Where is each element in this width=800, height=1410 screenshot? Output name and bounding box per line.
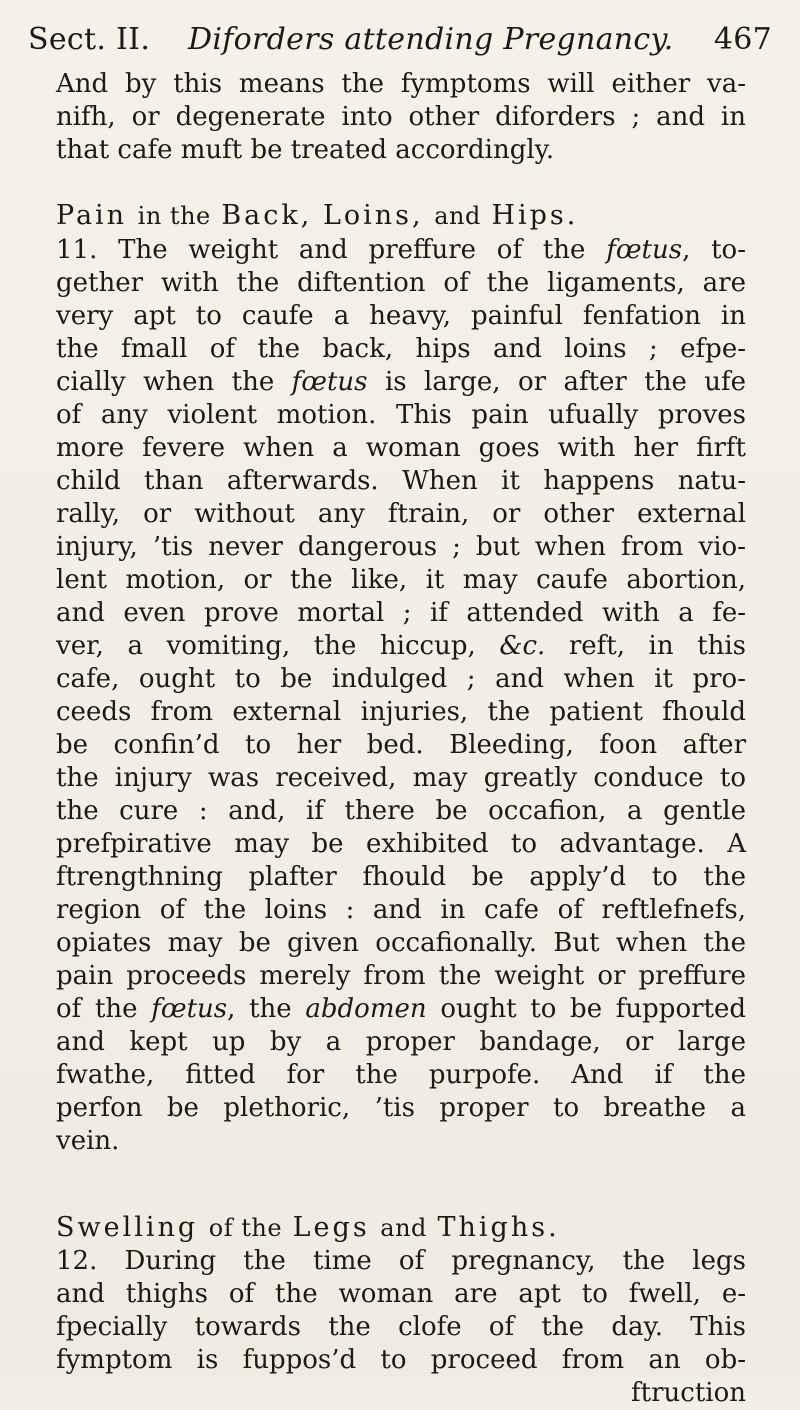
- text-line: fymptom is fuppos’d to proceed from an ob-: [56, 1345, 746, 1375]
- text-segment: , the: [227, 994, 306, 1024]
- text-line: [56, 597, 746, 630]
- text-segment: ceeds from external injuries, the patient fhould: [56, 697, 746, 727]
- text-segment: ftrengthning plafter fhould be apply’d to the: [56, 862, 746, 892]
- heading-word: Back,: [221, 200, 313, 231]
- text-line: 12. During the time of pregnancy, the legs: [56, 1246, 746, 1276]
- text-line: [56, 1092, 746, 1125]
- text-segment: gether with the diftention of the ligaments, are: [56, 268, 746, 298]
- text-line: [56, 861, 746, 894]
- text-line: [56, 729, 746, 762]
- text-segment: , to-: [682, 235, 746, 265]
- text-segment: more fevere when a woman goes with her firft: [56, 433, 746, 463]
- text-line: [56, 894, 746, 927]
- section-heading-swelling: [56, 1212, 560, 1243]
- heading-word: Loins,: [322, 200, 424, 231]
- text-segment: region of the loins : and in cafe of reftlefnefs,: [56, 895, 746, 925]
- text-segment: and kept up by a proper bandage, or large: [56, 1027, 746, 1057]
- heading-word: in the: [137, 202, 211, 230]
- text-segment: very apt to caufe a heavy, painful fenfation in: [56, 301, 746, 331]
- italic-term: abdomen: [305, 994, 427, 1024]
- text-line: And by this means the fymptoms will either va-: [56, 69, 746, 99]
- text-line: [56, 465, 746, 498]
- text-segment: the injury was received, may greatly conduce to: [56, 763, 746, 793]
- text-segment: pain proceeds merely from the weight or preffure: [56, 961, 746, 991]
- text-segment: opiates may be given occafionally. But when the: [56, 928, 746, 958]
- text-segment: and even prove mortal ; if attended with a fe-: [56, 598, 746, 628]
- heading-word: Hips.: [491, 200, 579, 231]
- text-segment: the cure : and, if there be occafion, a gentle: [56, 796, 746, 826]
- heading-word: and: [434, 202, 481, 230]
- text-line: [56, 267, 746, 300]
- text-segment: cafe, ought to be indulged ; and when it pro-: [56, 664, 746, 694]
- text-line: [56, 432, 746, 465]
- text-line: fpecially towards the clofe of the day. This: [56, 1312, 746, 1342]
- paragraph-11: [56, 234, 746, 1158]
- heading-word: Pain: [56, 200, 128, 231]
- text-line: [56, 366, 746, 399]
- text-line: [56, 630, 746, 663]
- text-line: [56, 234, 746, 267]
- heading-word: and: [380, 1214, 427, 1242]
- text-line: [56, 564, 746, 597]
- text-segment: ver, a vomiting, the hiccup,: [56, 631, 500, 661]
- running-title: Diforders attending Pregnancy.: [188, 22, 674, 57]
- italic-term: fœtus: [606, 235, 683, 265]
- text-segment: is large, or after the ufe: [367, 367, 747, 397]
- text-line: [56, 960, 746, 993]
- text-segment: fwathe, fitted for the purpofe. And if the: [56, 1060, 746, 1090]
- text-line: [56, 300, 746, 333]
- italic-term: &c.: [499, 631, 546, 661]
- text-segment: vein.: [56, 1126, 120, 1156]
- text-segment: injury, ’tis never dangerous ; but when from vio-: [56, 532, 746, 562]
- heading-word: Swelling: [56, 1212, 199, 1243]
- text-line: [56, 1026, 746, 1059]
- text-segment: cially when the: [56, 367, 292, 397]
- section-heading-pain: [56, 200, 578, 231]
- heading-word: Thighs.: [437, 1212, 560, 1243]
- text-segment: rally, or without any ftrain, or other external: [56, 499, 746, 529]
- text-line: [56, 828, 746, 861]
- text-line: [56, 1125, 746, 1158]
- text-segment: child than afterwards. When it happens natu-: [56, 466, 746, 496]
- text-segment: the fmall of the back, hips and loins ; efpe-: [56, 334, 746, 364]
- italic-term: fœtus: [151, 994, 228, 1024]
- text-line: [56, 399, 746, 432]
- text-segment: perfon be plethoric, ’tis proper to breathe a: [56, 1093, 746, 1123]
- text-line: [56, 531, 746, 564]
- running-head: [28, 22, 772, 62]
- text-line: and thighs of the woman are apt to fwell, e-: [56, 1279, 746, 1309]
- heading-word: Legs: [292, 1212, 370, 1243]
- text-segment: 11. The weight and preffure of the: [56, 235, 607, 265]
- text-line: [56, 795, 746, 828]
- text-line: [56, 927, 746, 960]
- italic-term: fœtus: [291, 367, 368, 397]
- section-label: Sect. II.: [28, 22, 151, 57]
- text-segment: of the: [56, 994, 152, 1024]
- text-line: [56, 663, 746, 696]
- text-segment: of any violent motion. This pain ufually proves: [56, 400, 746, 430]
- text-segment: reft, in this: [545, 631, 747, 661]
- text-line: [56, 762, 746, 795]
- catchword: ftruction: [631, 1378, 746, 1408]
- text-line: nifh, or degenerate into other diforders ; and in: [56, 102, 746, 132]
- text-line: that cafe muft be treated accordingly.: [56, 135, 555, 165]
- text-line: [56, 498, 746, 531]
- text-segment: prefpirative may be exhibited to advantage. A: [56, 829, 746, 859]
- text-line: [56, 333, 746, 366]
- heading-word: of the: [208, 1214, 283, 1242]
- text-segment: ought to be fupported: [426, 994, 747, 1024]
- text-line: [56, 993, 746, 1026]
- paragraph-12: [56, 1245, 746, 1410]
- intro-paragraph: [56, 68, 746, 167]
- page-number: 467: [713, 22, 772, 57]
- text-segment: lent motion, or the like, it may caufe abortion,: [56, 565, 746, 595]
- text-line: [56, 696, 746, 729]
- text-line: [56, 1059, 746, 1092]
- text-segment: be confin’d to her bed. Bleeding, foon after: [56, 730, 746, 760]
